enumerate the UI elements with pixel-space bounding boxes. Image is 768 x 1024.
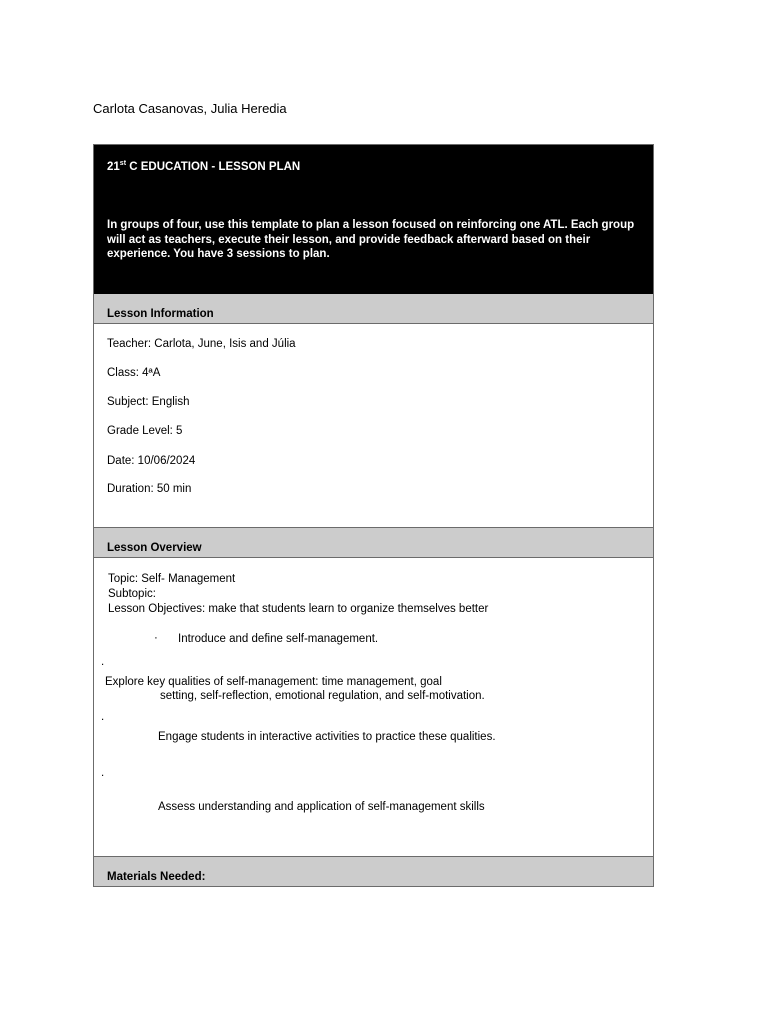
list-dot-3: . [101,767,105,779]
instructions-line-1: In groups of four, use this template to plan a lesson focused on reinforcing one ATL. Each group [107,219,635,231]
lesson-plan-table [93,144,654,887]
objective-item-4: Assess understanding and application of self-management skills [158,801,485,813]
lesson-overview-section [94,558,653,857]
objective-item-2-line-2: setting, self-reflection, emotional regulation, and self-motivation. [160,690,485,702]
lesson-overview-heading-text: Lesson Overview [107,542,202,554]
document-authors: Carlota Casanovas, Julia Heredia [93,101,287,116]
title-superscript: st [119,160,127,167]
subtopic-field: Subtopic: [108,588,156,600]
materials-needed-heading [94,857,653,886]
lesson-plan-instructions [107,218,647,262]
duration-field: Duration: 50 min [107,483,192,495]
title-rest: C EDUCATION - LESSON PLAN [126,160,301,173]
lesson-information-heading-text: Lesson Information [107,308,214,320]
lesson-information-heading [94,294,653,324]
list-dot-2: . [101,711,105,723]
lesson-information-section [94,324,653,528]
class-field: Class: 4ªA [107,367,161,379]
objective-item-1: Introduce and define self-management. [178,633,379,645]
instructions-line-2: will act as teachers, execute their lesson, and provide feedback afterward based on their [107,233,591,246]
materials-needed-heading-text: Materials Needed: [107,871,206,883]
bullet-mark: · [154,632,158,644]
date-field: Date: 10/06/2024 [107,455,196,467]
lesson-overview-heading [94,528,653,558]
lesson-plan-title [107,160,300,173]
subject-field: Subject: English [107,396,190,408]
objective-item-3: Engage students in interactive activities to practice these qualities. [158,731,496,743]
objectives-field: Lesson Objectives: make that students learn to organize themselves better [108,603,489,615]
topic-field: Topic: Self- Management [108,573,236,585]
grade-level-field: Grade Level: 5 [107,425,183,437]
teacher-field: Teacher: Carlota, June, Isis and Júlia [107,338,296,350]
title-prefix: 21 [107,160,120,173]
objective-item-2-line-1: Explore key qualities of self-management: time management, goal [105,676,442,688]
lesson-plan-header [94,145,653,294]
list-dot-1: . [101,656,105,668]
instructions-line-3: experience. You have 3 sessions to plan. [107,248,330,260]
